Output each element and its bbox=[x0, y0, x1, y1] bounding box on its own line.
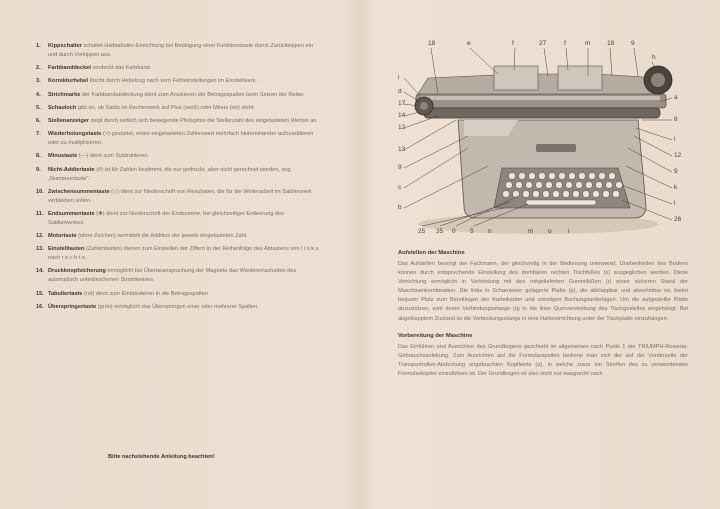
legend-item bbox=[36, 210, 322, 228]
legend-description: verdeckt das Farbband. bbox=[92, 65, 152, 72]
figure-callout-label: 12 bbox=[398, 124, 406, 131]
notice-text: Bitte nachstehende Anleitung beachten! bbox=[108, 454, 215, 460]
legend-number: 1. bbox=[36, 43, 41, 49]
typewriter-illustration bbox=[398, 36, 688, 241]
legend-term: Druckknopfsicherung bbox=[48, 268, 106, 275]
legend-term: Motortaste bbox=[48, 233, 77, 240]
legend-item bbox=[36, 303, 322, 312]
legend-description: löscht durch Hebelzug nach vorn Fehleinstellungen im Einstellwerk. bbox=[89, 78, 257, 85]
figure-callout-label: 18 bbox=[428, 40, 436, 47]
figure-callout-label: k bbox=[674, 184, 678, 191]
figure-callout-label: e bbox=[467, 40, 471, 47]
figure-callout-label: 25 bbox=[418, 228, 426, 235]
legend-description: (◇) dient zur Niederschrift von Resultaten, die für die Weiterarbeit im Saldierwerk verbleiben sollen. bbox=[48, 188, 312, 204]
legend-body bbox=[48, 117, 322, 126]
legend-description: (✱) dient zur Niederschrift der Endsumme, bei gleichzeitiger Entleerung des Saldierwerkes. bbox=[48, 210, 285, 226]
legend-term: Minustaste bbox=[48, 153, 78, 160]
legend-number: 15. bbox=[36, 290, 44, 297]
legend-item bbox=[36, 232, 322, 241]
figure-callout-label: 9 bbox=[631, 40, 635, 47]
legend-number: 13. bbox=[36, 246, 44, 253]
legend-body bbox=[48, 130, 322, 148]
figure-callout-label: 35 bbox=[436, 228, 444, 235]
legend-body bbox=[48, 188, 322, 206]
legend-term: Stellenanzeiger bbox=[48, 117, 90, 124]
legend-number: 4. bbox=[36, 91, 41, 98]
legend-item bbox=[36, 267, 322, 285]
figure-callout-label: h bbox=[652, 54, 656, 61]
legend-number: 7. bbox=[36, 131, 41, 138]
figure-callout-label: l bbox=[674, 200, 676, 207]
figure-callout-label: c bbox=[398, 184, 402, 191]
section-text-preparation: Das Einführen und Ausrichten des Grundbogens geschieht im allgemeinen nach Punkt 1 der TRIUMPH-Rosanta-Gebrauchsanleitung. Zum Ausrichten auf die Formularspalten bediene man sich der auf der Vorderseite der Transportrollen-Abdeckung angebrachten Kopfleiste (a), in welche zuvor ein Streifen des zu verwendenden Formularkopfes einzuführen ist. Der Grundbogen ist also nicht nur waagrecht nach bbox=[398, 343, 688, 377]
legend-number: 10. bbox=[36, 188, 44, 195]
figure-callout-label: f bbox=[564, 40, 566, 47]
legend-number: 2. bbox=[36, 65, 41, 72]
figure-callout-label: o bbox=[548, 228, 552, 235]
legend-term: Kippschalter bbox=[48, 43, 82, 49]
figure-callout-label: i bbox=[674, 136, 676, 143]
legend-body bbox=[48, 64, 322, 73]
legend-description: (ohne Zeichen) vermittelt die Addition der jeweils eingetasteten Zahl. bbox=[78, 233, 248, 240]
legend-term: Überspringertaste bbox=[48, 303, 97, 310]
typewriter-drawing bbox=[398, 36, 688, 241]
legend-description: schaltet Halbtabulier-Einrichtung bei Betätigung einer Funktionstaste durch Zurückkippen ein und durch Vorkippen aus. bbox=[48, 43, 313, 58]
legend-number: 6. bbox=[36, 117, 41, 124]
legend-description: (rot) dient zum Eintabulieren in die Betragsspalten. bbox=[83, 290, 210, 297]
right-page bbox=[398, 36, 688, 379]
figure-callout-label: m bbox=[585, 40, 591, 47]
figure-callout-label: d bbox=[398, 88, 402, 95]
figure-callout-label: 26 bbox=[674, 216, 682, 223]
legend-body bbox=[48, 290, 322, 299]
figure-callout-label: a bbox=[674, 94, 678, 101]
legend-body bbox=[48, 245, 322, 263]
figure-callout-label: 12 bbox=[674, 152, 682, 159]
figure-callout-label: 18 bbox=[607, 40, 615, 47]
section-heading-setup: Aufstellen der Maschine bbox=[398, 250, 465, 256]
legend-number: 14. bbox=[36, 268, 44, 275]
legend-term: Einstelltasten bbox=[48, 246, 85, 253]
legend-body bbox=[48, 104, 322, 113]
legend-term: Nicht-Addiertaste bbox=[48, 166, 95, 173]
legend-item bbox=[36, 130, 322, 148]
figure-callout-label: 14 bbox=[398, 112, 406, 119]
legend-number: 11. bbox=[36, 210, 44, 217]
legend-number: 5. bbox=[36, 104, 41, 111]
figure-callout-label: 17 bbox=[398, 100, 406, 107]
legend-description: (Zahlentasten) dienen zum Einstellen der Ziffern in der Reihenfolge des Abtastens von l i n k s nach r e c h t s. bbox=[48, 246, 319, 262]
legend-list bbox=[36, 42, 322, 312]
legend-term: Korrekturhebel bbox=[48, 78, 89, 85]
legend-description: ermöglicht bei Überbeanspruchung der Magnete das Wiedereinschalten des automatisch unterbrochenen Stromkreises. bbox=[48, 268, 297, 284]
figure-callout-label: n bbox=[488, 228, 492, 235]
figure-callout-label: f bbox=[512, 40, 514, 47]
legend-number: 8. bbox=[36, 153, 41, 160]
legend-term: Strichmarke bbox=[48, 91, 81, 98]
legend-number: 16. bbox=[36, 303, 44, 310]
left-page bbox=[36, 42, 322, 316]
legend-description: (grün) ermöglicht das Überspringen einer oder mehrerer Spalten. bbox=[97, 303, 259, 310]
figure-callout-label: i bbox=[398, 74, 400, 81]
legend-description: der Farbbandabdeckung dient zum Anvisieren der Betragsspalten beim Setzen der Reiter. bbox=[81, 91, 305, 98]
legend-number: 9. bbox=[36, 166, 41, 173]
legend-body bbox=[48, 303, 322, 312]
figure-callout-label: 8 bbox=[674, 116, 678, 123]
legend-description: (—) dient zum Subtrahieren. bbox=[78, 153, 150, 160]
figure-callout-label: m bbox=[528, 228, 534, 235]
legend-item bbox=[36, 188, 322, 206]
figure-callout-label: 5 bbox=[470, 228, 474, 235]
legend-item bbox=[36, 91, 322, 100]
legend-term: Zwischensummentaste bbox=[48, 188, 110, 195]
legend-body bbox=[48, 232, 322, 241]
legend-item bbox=[36, 152, 322, 161]
legend-item bbox=[36, 166, 322, 184]
legend-term: Farbbanddeckel bbox=[48, 65, 91, 72]
legend-description: (#) ist für Zahlen bestimmt, die nur gedruckt, aber nicht gerechnet werden, sog. „Nummerntaste". bbox=[48, 166, 293, 182]
legend-item bbox=[36, 117, 322, 126]
legend-description: (×) gestattet, einen eingetasteten Zahlenwert mehrfach hintereinander aufzuaddieren oder zu multiplizieren. bbox=[48, 131, 314, 147]
legend-term: Tabuliertaste bbox=[48, 290, 83, 297]
figure-callout-label: 9 bbox=[674, 168, 678, 175]
legend-body bbox=[48, 210, 322, 228]
legend-item bbox=[36, 77, 322, 86]
legend-term: Schauloch bbox=[48, 104, 77, 111]
figure-callout-label: b bbox=[398, 204, 402, 211]
legend-body bbox=[48, 91, 322, 100]
legend-term: Wiederholungstaste bbox=[48, 131, 102, 138]
legend-number: 12. bbox=[36, 233, 44, 240]
legend-term: Endsummentaste bbox=[48, 210, 95, 217]
legend-item bbox=[36, 64, 322, 73]
figure-callout-label: 9 bbox=[398, 164, 402, 171]
legend-item bbox=[36, 290, 322, 299]
legend-body bbox=[48, 267, 322, 285]
legend-description: gibt an, ob Saldo im Rechenwerk auf Plus (weiß) oder Minus (rot) steht. bbox=[77, 104, 256, 111]
legend-item bbox=[36, 245, 322, 263]
legend-body bbox=[48, 42, 322, 60]
legend-item bbox=[36, 42, 322, 60]
legend-item bbox=[36, 104, 322, 113]
legend-body bbox=[48, 152, 322, 161]
legend-body bbox=[48, 166, 322, 184]
legend-body bbox=[48, 77, 322, 86]
section-text-setup: Das Aufstellen besorgt der Fachmann, der gleichzeitig in der Bedienung unterweist. Unebenheiten des Bodens können durch entsprechende Einstellung des drehbaren rechten Tischfußes (s) ausgeglichen werden. Diese Vorrichtung ermöglicht in Verbindung mit den mitgelieferten Gummifüßen (r) einen sicheren Stand der Maschinenkombination. Die links in Scharnieren gelagerte Platte (p), die abklappbar und abnehmbar ist, bietet bequem Platz zum Bereitlegen der Karteikarten und sonstigen Buchungsunterlagen. Um die aufgestellte Platte abzustützen, wird deren Verbindungsstange (q) in die linke Querverstrebung des Tischgestelles eingehängt. Bei abgeklapptem Zustand ist die Verbindungsstange in eine Haltevorrichtung unter der Tischplatte einzuhängen. bbox=[398, 261, 688, 322]
figure-callout-label: 0 bbox=[452, 228, 456, 235]
figure-callout-label: i bbox=[568, 228, 570, 235]
legend-number: 3. bbox=[36, 78, 41, 85]
figure-callout-label: 27 bbox=[539, 40, 547, 47]
legend-description: zeigt durch seitlich sich bewegende Pfeilspitze die Stellenzahl des eingetasteten Wertes an. bbox=[90, 117, 318, 124]
section-heading-preparation: Vorbereitung der Maschine bbox=[398, 332, 473, 339]
figure-callout-label: 13 bbox=[398, 146, 406, 153]
